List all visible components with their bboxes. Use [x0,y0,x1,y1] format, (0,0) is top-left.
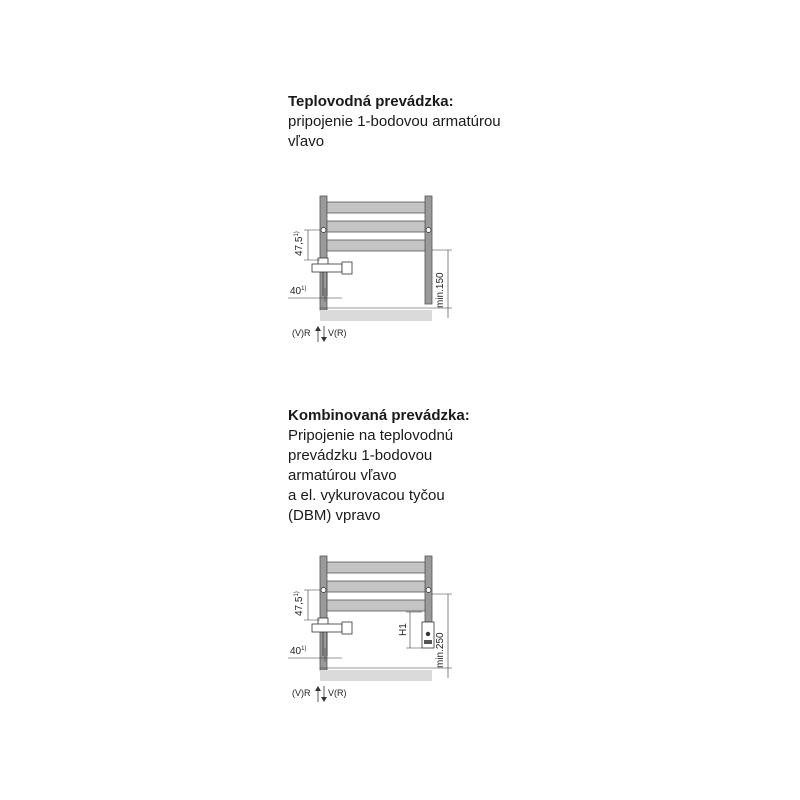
section1-title: Teplovodná prevádzka: [288,93,454,110]
section1-text [288,92,501,152]
left-rail [320,196,327,310]
valve-pipe [312,264,342,272]
section2-line-4: a el. vykurovacou tyčou [288,487,445,504]
heating-bar [327,221,425,232]
heating-element-knob [426,632,430,636]
section2-title: Kombinovaná prevádzka: [288,407,470,424]
heating-bar [327,562,425,573]
valve-pipe [312,624,342,632]
flow-label-right: V(R) [328,328,347,338]
section2-text [288,406,470,526]
dim-height-label: 47,5$^{1)}$ [294,591,305,616]
section1-line-2: vľavo [288,133,325,150]
section1-line-1: pripojenie 1-bodovou armatúrou [288,113,501,130]
heating-bar [327,581,425,592]
section2-line-3: armatúrou vľavo [288,467,397,484]
floor [320,310,432,321]
mount-point [321,228,326,233]
section1-diagram [280,190,480,350]
flow-label-left: (V)R [292,688,311,698]
mount-point [426,228,431,233]
floor [320,670,432,681]
mount-point [321,588,326,593]
dim-height-label: 47,5$^{1)}$ [294,231,305,256]
left-rail [320,556,327,670]
heating-bar [327,240,425,251]
valve-head [342,622,352,634]
dim-h1-label: H1 [398,623,409,636]
flow-label-right: V(R) [328,688,347,698]
dim-width-label: 40$^{1)}$ [290,286,307,297]
section2-line-1: Pripojenie na teplovodnú [288,427,454,444]
valve-head [342,262,352,274]
flow-label-left: (V)R [292,328,311,338]
dim-width-label: 40$^{1)}$ [290,646,307,657]
mount-point [426,588,431,593]
heating-bar [327,202,425,213]
section2-line-5: (DBM) vpravo [288,507,381,524]
dim-min-label: min.250 [435,632,446,668]
section2-diagram [280,550,480,710]
section2-line-2: prevádzku 1-bodovou [288,447,433,464]
dim-min-label: min.150 [435,272,446,308]
heating-bar [327,600,425,611]
right-rail [425,196,432,304]
